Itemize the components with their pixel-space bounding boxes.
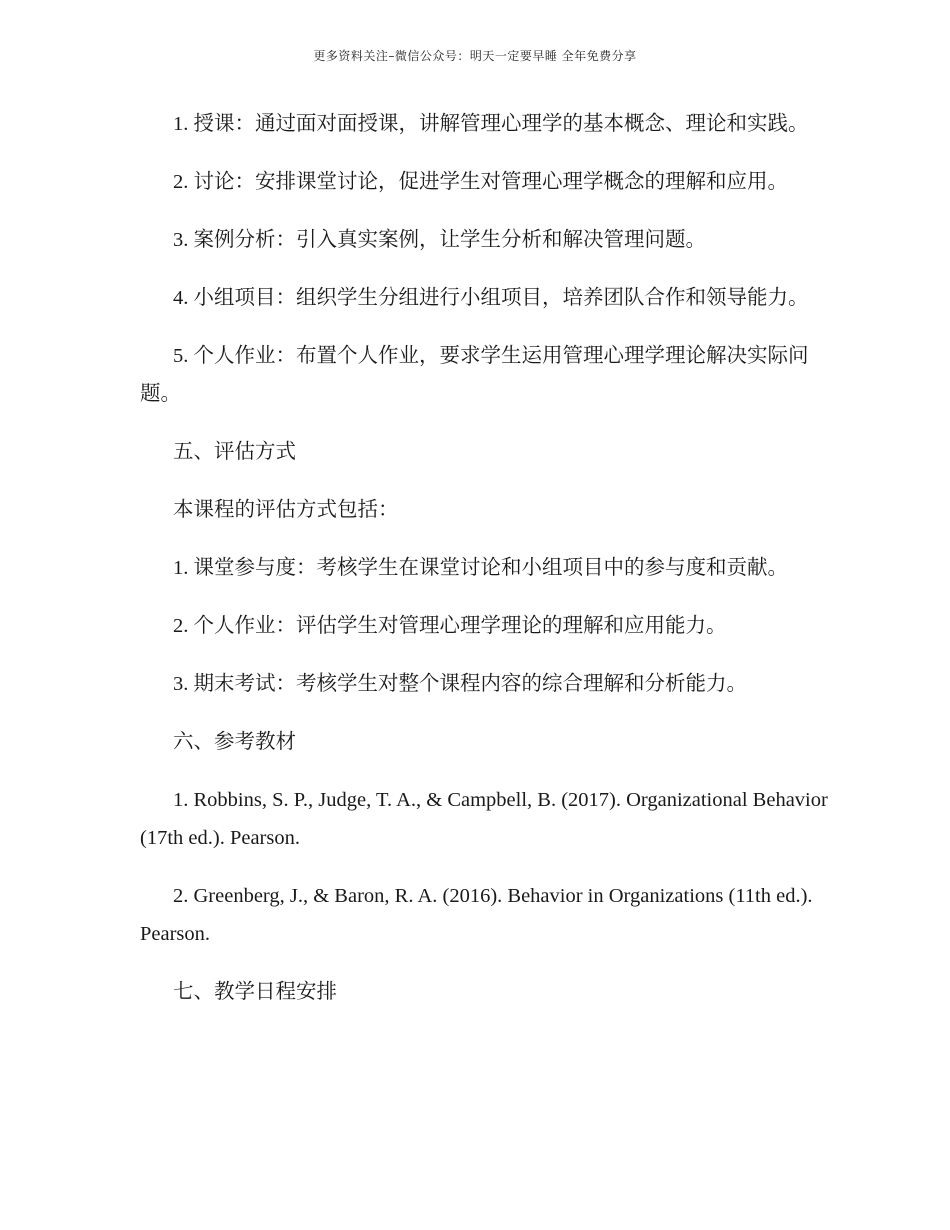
assessment-participation-item: 1. 课堂参与度：考核学生在课堂讨论和小组项目中的参与度和贡献。 (173, 557, 788, 579)
section-heading-schedule: 七、教学日程安排 (173, 981, 337, 1003)
page-header-note: 更多资料关注–微信公众号：明天一定要早睡 全年免费分享 (313, 49, 637, 63)
method-case-study-item: 3. 案例分析：引入真实案例，让学生分析和解决管理问题。 (173, 229, 706, 251)
method-discussion-item: 2. 讨论：安排课堂讨论，促进学生对管理心理学概念的理解和应用。 (173, 171, 788, 193)
method-lecture-item: 1. 授课：通过面对面授课，讲解管理心理学的基本概念、理论和实践。 (173, 113, 809, 135)
assessment-intro: 本课程的评估方式包括： (173, 499, 399, 521)
assessment-assignment-item: 2. 个人作业：评估学生对管理心理学理论的理解和应用能力。 (173, 615, 727, 637)
reference-item-greenberg: 2. Greenberg, J., & Baron, R. A. (2016). Behavior in Organizations (11th ed.). Pearson. (140, 885, 813, 945)
section-heading-assessment: 五、评估方式 (173, 441, 296, 463)
section-heading-references: 六、参考教材 (173, 731, 296, 753)
method-individual-assignment-item: 5. 个人作业：布置个人作业，要求学生运用管理心理学理论解决实际问题。 (140, 345, 809, 405)
document-body (140, 105, 830, 1031)
method-group-project-item: 4. 小组项目：组织学生分组进行小组项目，培养团队合作和领导能力。 (173, 287, 809, 309)
reference-item-robbins: 1. Robbins, S. P., Judge, T. A., & Campbell, B. (2017). Organizational Behavior (17th ed.). Pearson. (140, 789, 828, 849)
assessment-final-exam-item: 3. 期末考试：考核学生对整个课程内容的综合理解和分析能力。 (173, 673, 747, 695)
